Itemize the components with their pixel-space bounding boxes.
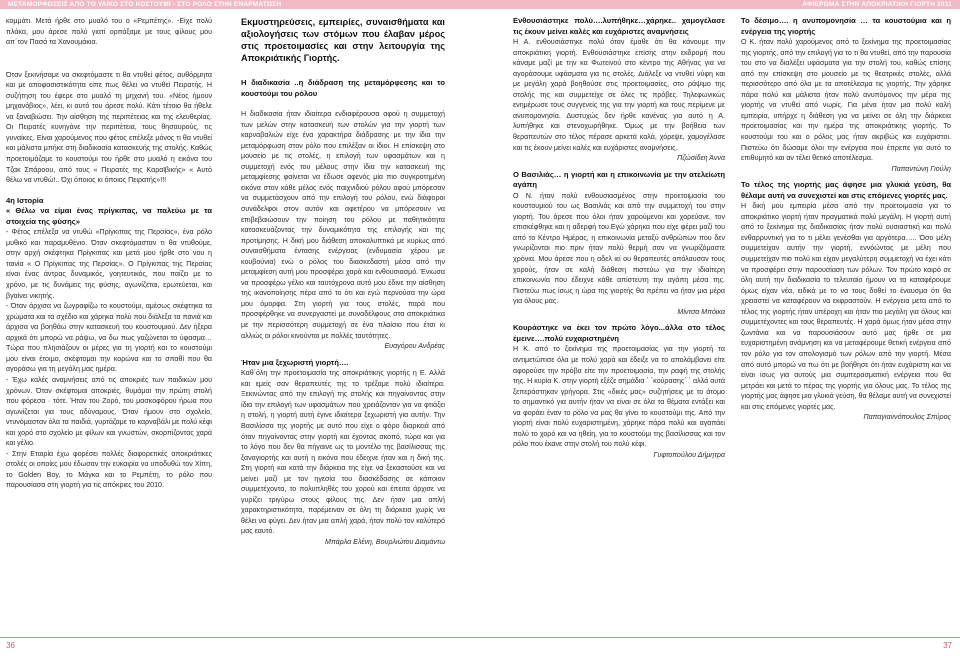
author-signature: Μπάρλα Ελένη, Βουρλιώτου Διαμάντω bbox=[325, 537, 445, 546]
section-title: Εκμυστηρεύσεις, εμπειρίες, συναισθήματα και αξιολογήσεις των στόμων που έλαβαν μέρος στις προετοιμασίες και στην λειτουργία της Αποκριάτικής Γιορτής. bbox=[241, 17, 445, 63]
section-heading: Το τέλος της γιορτής μας άφησε μια γλυκιά γεύση, θα θέλαμε αυτή να συνεχιστεί και στις επόμενες γιορτές μας. bbox=[741, 180, 951, 200]
author-signature: Παπαντώνη Γιούλη bbox=[891, 164, 951, 173]
page-number-right: 37 bbox=[943, 641, 952, 650]
paragraph: Η Α. ενθουσιάστηκε πολύ όταν έμαθε ότι θα κάνουμε την αποκριάτικη γιορτή. Ενθουσιάστηκε επίσης στην εκδρομή που κάναμε μαζί με την κα Φωτεινού στο κέντρο της Αθήνας για να αγοράσουμε υφάσματα για τις στολές. Διάλεξε να ντυθεί νύφη και με μεγάλη χαρά βοηθούσε στις προετοιμασίες, στο ράψιμο της στολής της και συμμετείχε σε όλες τις πρόβες. Τηλεφωνικώς ενημέρωσε τους συγγενείς της για την γιορτή και τους περίμενε με ανυπομονησία. Δυστυχώς δεν ήρθε κανένας για αυτό η Α. λυπήθηκε και στενοχωρήθηκε. Όμως με την βοήθεια των θεραπευτών στο τέλος πέρασε αρκετά καλά, χόρεψε, χαμογέλασε και τις έκουν μείνει καλές και ευχάριστες αναμνήσεις. bbox=[513, 38, 725, 152]
paragraph: Η διαδικασία ήταν ιδιαίτερα ενδιαφέρουσα αφού η συμμετοχή των μελών στην κατασκευή των στολών για την γιορτή των καρναβαλιών είχε ένα χαρακτήρα διάδρασης με την ίδια την μεταμόρφωση στον ρόλο που επιλέξαν οι ίδιοι. Η επίσκεψη στο μουσείο με τις στολές, η επιλογή των υφασμάτων και η συμμετοχή ενός του μέλους στην ίδια την κατασκευή της μεταμφίεσης φαίνεται να έδωσε αφενός μία πιο συγκροτημένη εικόνα στον κάθε μέλος ενός παιχνιδιού ρόλου αφού μπόρεσαν να συμμετάσχουν από την επιλογή του ρόλου, ενώ διάφοροι συνάδελφοι στον αυτόν και αφετέρου να μπόρεσουν να επιβεβαιώσουν την ποίηση του ρόλου με παθητικότητα κατασκευάζοντας την δυναμικότητα της επιλογής και της προτίμησης. Η δική μου διάθεση αποκαλυπτικά με κυρίως από συναισθήματα έντασης ενέργειας (ενδυμασία χέρου με κουβούνια) ενώ ο ρόλος του διασκεδαστή μέσα από την μεταμφίεση αυτή μου προσφέρει χαρά και ενθουσιασμό. Ένιωσα να προσφέρω γέλιο και ταυτόχρονα αυτό μου έδινε την αίσθηση της ικανοποίησης πέρα από το ότι και εγώ περνούσα την ώρα μου όμορφα. Στη γιορτή για τους στολές, παρά που προσφέρθηκε να συνεργαστεί με συναδέλφους στα αποκριάτικα με την περισσότερη συμμετοχή σε ένα πλαίσιο που έτσι κι αλλιώς οι ρόλοι κινούνται με πολλές ταυτότητες. bbox=[241, 110, 445, 340]
column-4 bbox=[741, 16, 951, 630]
column-1 bbox=[6, 16, 212, 630]
header-left: ΜΕΤΑΜΟΡΦΩΣΕΙΣ ΑΠΟ ΤΟ ΥΛΙΚΟ ΣΤΟ ΚΟΣΤΟΥΜΙ - ΣΤΟ ΡΟΛΟ ΣΤΗΝ ΕΝΑΡΜΑΤΩΣΗ bbox=[8, 1, 282, 8]
paragraph: - Έχω καλές αναμνήσεις από τις αποκριές των παιδικών μου χρόνων. Όταν σκέφτομαι αποκριές, θυμάμαι την πρώτη στολή που φόρεσα · τότε. Ήταν του Ζορό, του μασκοφόρου ήρωα που αγωνίζεται για τους αδύναμους. Όταν ήμουν στο σχολείο, ντυνόμασταν όλα τα παιδιά, γυρτάζαμε το καρναβάλι με πολύ κέφι και χορό στο σχολείο με φίλων και γνωστών, σκορπίζοντας χαρά και γέλιο. bbox=[6, 375, 212, 448]
section-heading: Η διαδικασία ..η διάδραση της μεταμόρφεσης και το κουστούμι του ρόλου bbox=[241, 78, 445, 98]
section-heading: Ο Βασιλιάς… η γιορτή και η επικοινωνία με την ατελείωτη αγάπη bbox=[513, 169, 725, 190]
author-signature: Μίντσα Μπόικα bbox=[677, 307, 725, 316]
author-signature: Πζώσίδεη Άννα bbox=[677, 154, 725, 163]
column-3 bbox=[513, 16, 725, 630]
paragraph: - Στην Εταιρία έχω φορέσει πολλές διαφορετικές αποκριάτικες στολές οι οποίες μου έδωσαν την ευκαιρία να υποδυθώ τον Χίπη, το Golden Boy, το Μάγκα και το Ρεμπέτη, το ρόλο που παρουσίασα στη γιορτή για τις απόκριες του 2010. bbox=[6, 449, 212, 490]
page-footer bbox=[0, 637, 960, 656]
column-2 bbox=[241, 16, 445, 630]
header-right: ΑΦΙΕΡΩΜΑ ΣΤΗΝ ΑΠΟΚΡΙΑΤΙΚΗ ΓΙΟΡΤΗ 2011 bbox=[802, 1, 952, 8]
paragraph: Ο Κ. ήταν πολύ χαρούμενος από το ξεκίνημα της προετοιμασίας της γιορτής, από την επιλογή για το τι θα ντυθεί, από την παρουσία του στο να διαλέξει υφάσματα για την στολή του, καθώς επίσης από την επίσκεψη στο μουσείο με τις θεατρικές στολές, αλλά περισσότερο από όλα με τα αποτέλεσμα τις γιορτής. Την χάρηκε πάρα πολύ και μάλιστα ήταν πολύ ανυπόμονος την μέρα της γιορτής να ντυθεί από νωρίς. Για μένα ήταν μια πολύ καλή εμπειρία, υπήρχε η διάθεση για να μείνει σε όλη την διάρκεια προετοιμασίας και την ημέρα της αποκριάτικης γιορτής. Το κουστούμι του και ο ρόλος μας ήταν ακριβώς και ευχάριστοι. Πιστεύω ότι δώσαμε όλοι την ενέργεια που έπρεπε για αυτό το επιθυμητό και αν τέλει θετικό αποτέλεσμα. bbox=[741, 38, 951, 163]
author-signature: Γυφτοπούλου Δήμητρα bbox=[653, 450, 725, 459]
section-heading: Ενθουσιάστηκε πολύ….λυπήθηκε…χάρηκε.. χαμογέλασε τις έκουν μείνει καλές και ευχάριστες αναμνήσεις bbox=[513, 16, 725, 36]
paragraph: Η Κ. από το ξεκίνημα της προετοιμασίας για την γιορτή τα αντιμετώπισε όλα με πολύ χαρά και έδειξε να το απολάμβανει είτε αφορούσε την πρόβα είτε την προετοιμασία, την ραφή της στολής της. Η κυρία Κ. στην γιορτή εξέζε σημάδια ΄ ΄κούρασης΄ ΄ αλλά αυτά ξεπεράστηκαν γρήγορα. Στις «δικές μας» συζητήσεις με το άτομο το σημαντικό για αυτήν ήταν να είναι σε όλα τα θέματα εντάξει και να φοράει έναν το ρόλο να μας θα γίνει το κουστούμι της. Από την γιορτή είναι πολύ ευχαριστημένη, χάρηκε πάρα πολύ και αγαπάει πολύ το χορό και να ηθείη, για το κουστούμι της βασίλισσας και τον ρόλο που έκανε στην στολή του πολύ κέφι. bbox=[513, 345, 725, 449]
section-heading: Ήταν μια ξεχωριστή γιορτή…. bbox=[241, 357, 349, 367]
story-heading: 4η Ιστορία bbox=[6, 195, 44, 205]
running-header bbox=[0, 0, 960, 9]
paragraph: κομμάτι. Μετά ήρθε στο μυαλό του ο «Ρεμπέτης». -Είχε πολύ πλάκα, μου άρεσε πολύ γιατί ορπάξαμε με τους φίλους μου απ΄τον Πασά τα Χανουμάκια. bbox=[6, 17, 212, 47]
paragraph: - Φέτος επέλεξα να ντυθώ «Πρίγκιπας της Περσίας», ένα ρόλο μυθικό και παραμυθένιο. Όταν σκεφτόμασταν τι θα ντυθούμε, στην αρχή σκέφτηκα Πρίγκιπας και μετά μου ήρθε στο νου η ταινία « Ο Πρίγκιπας της Περσίας». Ο Πρίγκιπας της Περσίας είναι ένας άντρας δυναμικός, γοητευτικός, που παίζει με το χρόνο, με τις δυνάμεις της φύσης, αγωνίζεται, ερωτεύεται, και βγαίνει νικητής. bbox=[6, 228, 212, 300]
paragraph: - Όταν άρχισα να ζωγραφίζω το κουστούμι, αμέσως σκέφτηκα τα χρώματα και τα σχέδιο και χάρηκα πολύ που διάλεξα τα πανιά και άρχισα να βοηθάω στην κατασκευή του κουστουμιού. Δεν ήξερα αρχικά ότι μπορώ να ράψω, να δω πως γαζώνεται το ύφασμα… Τώρα που πλησιάζουν οι μέρες για τη γιορτή και το κουστούμι μου είναι έτοιμο, σκέφτομαι την κορώνα και το σπαθί που θα αγοράσω για τη μεγάλη μας ημέρα. bbox=[6, 302, 212, 374]
author-signature: Παπαγιαννόπουλος Σπύρος bbox=[863, 413, 951, 422]
page-number-left: 36 bbox=[6, 641, 15, 650]
paragraph: Καθ΄όλη την προετοιμασία της αποκριάτικης γιορτής η Ε. Αλλά και εμείς σαν θεραπευτές της το τρέξαμε πολύ ιδιαίτερα. Ξεκινώντας από την επιλογή της στολής και πηγαίνοντας στην ίδια την επιλογή των υφασμάτων που χρειάζονταν για να φτιάξει η στολή, η γιορτή αυτή έγινε ιδιαίτερα ξεχωριστή για αυτήν. Την Βασιλίσσα της γιορτής με αυτό που είχε ο φόρο διαρκειά από όταν πηγαίνοντας στην γιορτή και έχοντας σκοπό, τώρα και για το λόγο που δεν θα πήγαινε ως το μοντέλο της βασίλισσας της ξαναγιορτής και αυτή η εικόνα που έδειχνε ήταν και η δική της. Στη γιορτή και κατά την διάρκεια της είχε να ξεκαστούσε και να μείνει μαζί με τον ηγεσία του διασκέδασης σε κάποιον συμμετέχοντα, το πολυπληθές του χορού και έπειτα άρχισε να γυρίζει τριγύρω στους φίλους της. Δεν ήταν μια απλή χαρακτηριστικότητα, παρέμειναν σε όλη τη διάρκεια χωρίς να θέλει να φύγει. Δεν ήταν μια απλή χαρά, ήταν πολύ τον καλύτερό μας εαυτό. bbox=[241, 369, 445, 536]
author-signature: Ευαγόρου Ανδρέας bbox=[384, 342, 445, 351]
paragraph: Ο Ν. ήταν πολύ ενθουσιασμένος στην προετοιμασία του κουστουμιού του ως Βασιλιάς και από την συμμετοχή του στην γιορτή. Του άρεσε που όλοι ήταν χαρούμενοι και χορεύανε, τον επισκέφθηκε και η αδερφή του.Εγώ χάρηκα που είχε φέρει μαζί του από το Κέντρο Ημέρας, η επικοινωνία μεταξύ ανθρώπων που δεν γνωρίζονται πιο πριν ήταν πολύ θερμή σαν να γνωρίζόμαστε χρόνια. Μου άρεσε που η αδελ ιεί ου θεραπευτές απόλαυσαν τους χορούς, ήταν σε καλή διάθεση πιστεύω για την ιδιαίτερη επικοινωνία που έδειχνε κάθε απίστευτη την αγάπη μέσα της. Πιστεύω πως ίσως η ώρα της γιορτής θα πρέπει να ήταν μια μέρα για όλους μας. bbox=[513, 191, 725, 306]
story-subheading: « Θέλω να είμαι ένας πρίγκιπας, να παλεύω με τα στοιχεία της φύσης» bbox=[6, 206, 212, 226]
section-heading: Κουράστηκε να έκει τον πρώτο λόγο...άλλα στο τέλος έμεινε….πολύ ευχαριστημένη bbox=[513, 323, 725, 343]
paragraph: Η δική μου εμπειρία μέσα από την προετοιμασία για το αποκριάτικο γιορτή ήταν πραγματικά πολύ μεγάλη. Η γιορτή αυτή από το ξεκίνημα της διαδικασίας ήταν πολύ ουσιαστική και πολύ ενθαρρυντική για το τι μέλει γενέσθαι για αργότερα….. Όσο μέλη συμμετείχαν αυτήν την γιορτή, εννόώντας με μέλη που συμμετείχαν πιο πολύ και είχαν μεγαλύτερη συμμετοχή να έχει κάτι να προσφέρει στην παρουσίαση των ρόλων. Τον πρώτο καιρό σε όλη αυτή την διαδικασία το τελευταίο ήμουν να τα καταφέρουμε όμως είχαν νέα, ειδικά με το να τους δοθεί το έναυσμα ότι θα χρειαστεί να καταφέρουν να εκφραστούν. Η ενέργεια μετα από το τέλος της γιορτής ήταν υπέροχη και ήταν πιο μεγάλη για όλους και συμμετέχοντες και τους θεραπευτές. Η χαρά όμως ήταν μέσα στην ζωντάνια και να παρουσιάσουν αυτό μας ήρθε σε μια ευχαριστημένη ανάμνηση και να μεταφέρουμε θετική ενέργεια από τον ρόλο για τον απολογισμό των ρόλων από την γιορτή. Μέσα από αυτό μπορώ να πω ότι με βοήθησε ότι ήταν ευχάριστη και να είναι ίσως για αυτούς μια συμπερασματική ενέργεια που θα μετράει και μετά το πέρας της γιορτής για όλους μας. Το τέλος της γιορτής μας άφησε μια γλυκιά γεύση, θα θέλαμε αυτή να συνεχιστεί και στις επόμενες γιορτές μας. bbox=[741, 202, 951, 411]
paragraph: Όταν ξεκινήσαμε να σκεφτόμαστε τι θα ντυθεί φέτος, αυθόρμητα και με αποφασιστικότητα είπε πως θέλει να ντυθεί Πειρατής. Η συζήτηση του έφερε στο μυαλό τη μηχανή του. «Νέος ήμουν μηχανόβιος», λέει, κι αυτό του άρεσε πολύ. Κάτι τέτοιο θα ήθελε να ξαναβιώσει. Την αίσθηση της περιπέτειας και της ελευθερίας. Οι Πειρατές κυνηγάνε την περιπέτεια, τους θησαυρούς, τις γυναίκες. Είναι χαρούμενος που φέτος επέλεξε μόνος τι θα ντυθεί και μάλιστα μπήκε στη διαδικασία κατασκευής της στολής. Καθώς προετοιμάζαμε το κουστούμι του ήρθε στο μυαλό η εικόνα του Τζακ Σπάροου, από τους « Πειρατές της Καραϊβικής» « Αυτό θέλω να ντυθώ!.. Όχι όποιος κι όποιος Πειρατής»!!! bbox=[6, 70, 212, 185]
section-heading: Το δέσιμο…. η ανυπομονησία … τα κουστούμια και η ενέργεια της γιορτής bbox=[741, 16, 951, 36]
